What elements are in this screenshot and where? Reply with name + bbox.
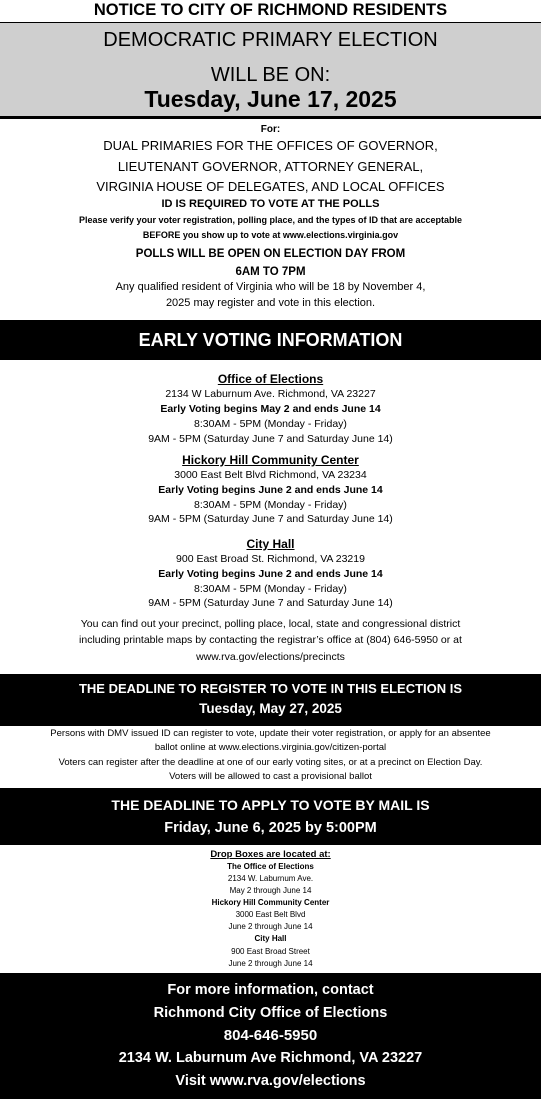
offices-line: LIEUTENANT GOVERNOR, ATTORNEY GENERAL, <box>117 159 424 174</box>
location-hours: 8:30AM - 5PM (Monday - Friday) <box>194 499 347 511</box>
dropbox-heading: Drop Boxes are located at: <box>210 849 331 860</box>
contact-address: 2134 W. Laburnum Ave Richmond, VA 23227 <box>118 1050 423 1066</box>
mail-deadline-label: THE DEADLINE TO APPLY TO VOTE BY MAIL IS <box>111 797 430 813</box>
dropbox-name: The Office of Elections <box>227 862 314 871</box>
location-address: 2134 W Laburnum Ave. Richmond, VA 23227 <box>165 388 376 400</box>
offices-line: DUAL PRIMARIES FOR THE OFFICES OF GOVERNOR, <box>103 138 438 153</box>
location-name: Office of Elections <box>217 372 324 386</box>
dropbox-dates: June 2 through June 14 <box>228 922 313 931</box>
location-hours: 9AM - 5PM (Saturday June 7 and Saturday June 14) <box>148 513 393 525</box>
location-address: 900 East Broad St. Richmond, VA 23219 <box>176 553 365 565</box>
contact-label: For more information, contact <box>167 982 374 998</box>
contact-footer <box>0 973 541 1099</box>
offices-line: VIRGINIA HOUSE OF DELEGATES, AND LOCAL OFFICES <box>96 179 445 194</box>
contact-phone[interactable]: 804-646-5950 <box>223 1027 318 1044</box>
dropbox-dates: May 2 through June 14 <box>229 886 312 895</box>
dropbox-dates: June 2 through June 14 <box>228 959 313 968</box>
election-title: DEMOCRATIC PRIMARY ELECTION <box>103 29 438 51</box>
notice-title: NOTICE TO CITY OF RICHMOND RESIDENTS <box>0 0 541 25</box>
eligibility-text: Any qualified resident of Virginia who will be 18 by November 4, <box>115 281 426 293</box>
dropbox-address: 2134 W. Laburnum Ave. <box>227 874 314 883</box>
register-deadline-date: Tuesday, May 27, 2025 <box>199 701 342 716</box>
location-period: Early Voting begins June 2 and ends June 14 <box>158 484 383 496</box>
verify-text: BEFORE you show up to vote at www.elections.virginia.gov <box>142 230 399 240</box>
polls-hours: POLLS WILL BE OPEN ON ELECTION DAY FROM <box>135 248 406 260</box>
polls-hours: 6AM TO 7PM <box>235 266 306 278</box>
dropbox-address: 3000 East Belt Blvd <box>235 910 306 919</box>
contact-website[interactable]: Visit www.rva.gov/elections <box>175 1073 366 1089</box>
location-name: Hickory Hill Community Center <box>182 453 359 467</box>
mail-deadline-date: Friday, June 6, 2025 by 5:00PM <box>164 820 377 836</box>
verify-text: Please verify your voter registration, polling place, and the types of ID that are acceptable <box>78 215 463 225</box>
id-required: ID IS REQUIRED TO VOTE AT THE POLLS <box>161 198 380 210</box>
location-hours: 8:30AM - 5PM (Monday - Friday) <box>194 583 347 595</box>
dropbox-address: 900 East Broad Street <box>231 947 310 956</box>
register-note: Persons with DMV issued ID can register to vote, update their voter registration, or apply for an absentee <box>50 728 491 739</box>
early-voting-heading: EARLY VOTING INFORMATION <box>0 320 541 360</box>
mail-deadline-banner <box>0 788 541 845</box>
register-note: ballot online at www.elections.virginia.gov/citizen-portal <box>154 742 387 753</box>
precinct-info: You can find out your precinct, polling place, local, state and congressional district <box>80 618 461 630</box>
location-name: City Hall <box>246 537 295 551</box>
location-hours: 9AM - 5PM (Saturday June 7 and Saturday June 14) <box>148 597 393 609</box>
contact-office: Richmond City Office of Elections <box>153 1005 388 1021</box>
register-deadline-banner <box>0 674 541 726</box>
location-period: Early Voting begins June 2 and ends June 14 <box>158 568 383 580</box>
location-period: Early Voting begins May 2 and ends June 14 <box>160 403 381 415</box>
dropbox-name: City Hall <box>254 934 287 943</box>
election-header <box>0 23 541 119</box>
location-hours: 8:30AM - 5PM (Monday - Friday) <box>194 418 347 430</box>
for-label: For: <box>260 124 281 135</box>
election-subtitle: WILL BE ON: <box>210 64 331 86</box>
election-date: Tuesday, June 17, 2025 <box>144 86 397 112</box>
eligibility-text: 2025 may register and vote in this election. <box>165 297 376 309</box>
register-note: Voters can register after the deadline at one of our early voting sites, or at a precinct on Election Day. <box>58 757 483 768</box>
register-note: Voters will be allowed to cast a provisional ballot <box>169 771 372 782</box>
dropbox-name: Hickory Hill Community Center <box>211 898 330 907</box>
register-deadline-label: THE DEADLINE TO REGISTER TO VOTE IN THIS ELECTION IS <box>78 681 463 696</box>
location-hours: 9AM - 5PM (Saturday June 7 and Saturday June 14) <box>148 433 393 445</box>
location-address: 3000 East Belt Blvd Richmond, VA 23234 <box>174 469 367 481</box>
precinct-info: including printable maps by contacting the registrar’s office at (804) 646-5950 or at <box>79 634 462 646</box>
precinct-link[interactable]: www.rva.gov/elections/precincts <box>196 651 345 663</box>
